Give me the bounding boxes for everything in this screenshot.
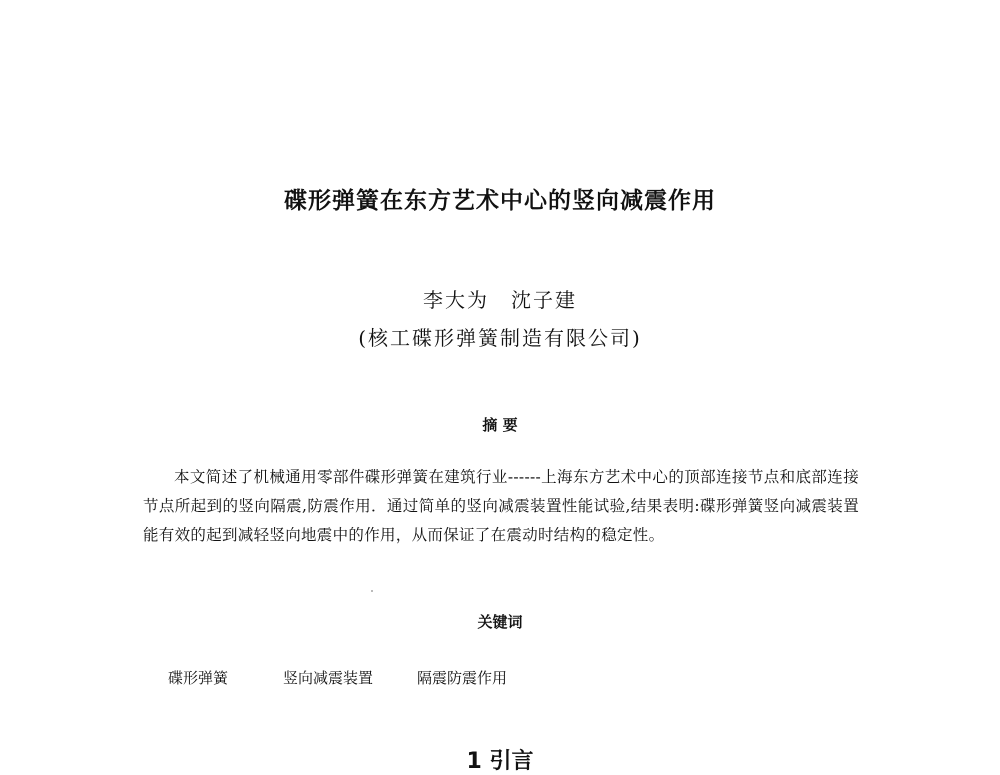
keyword-item: 碟形弹簧 bbox=[168, 669, 229, 687]
paper-authors: 李大为 沈子建 bbox=[423, 288, 577, 312]
keyword-item: 竖向减震装置 bbox=[283, 669, 374, 687]
paper-title: 碟形弹簧在东方艺术中心的竖向减震作用 bbox=[284, 188, 716, 214]
keywords-heading: 关键词 bbox=[477, 613, 523, 631]
keywords-list bbox=[168, 667, 507, 688]
keyword-item: 隔震防震作用 bbox=[417, 669, 508, 687]
scan-speck bbox=[371, 590, 373, 592]
abstract-heading: 摘 要 bbox=[482, 416, 518, 434]
abstract-body: 本文简述了机械通用零部件碟形弹簧在建筑行业------上海东方艺术中心的顶部连接节点和底部连接节点所起到的竖向隔震,防震作用．通过简单的竖向减震装置性能试验,结果表明:碟形弹簧竖向减震装置能有效的起到减轻竖向地震中的作用，从而保证了在震动时结构的稳定性。 bbox=[143, 468, 859, 544]
paper-affiliation: (核工碟形弹簧制造有限公司) bbox=[358, 326, 642, 350]
section-heading-introduction: 1 引言 bbox=[466, 749, 534, 774]
